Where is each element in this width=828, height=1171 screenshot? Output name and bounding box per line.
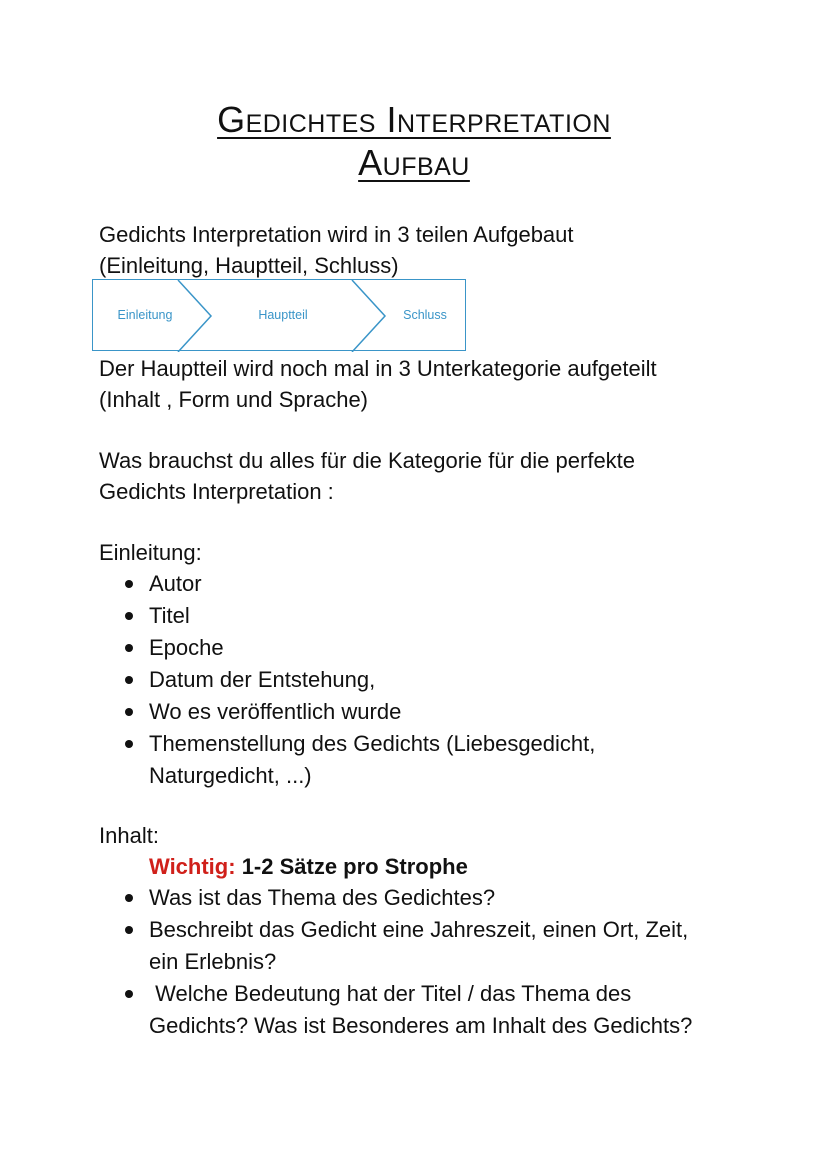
intro-line-2: (Einleitung, Hauptteil, Schluss) — [99, 253, 399, 278]
title-line-1: Gedichtes Interpretation — [217, 99, 611, 140]
flow-step-einleitung: Einleitung — [117, 308, 173, 322]
einleitung-list — [122, 568, 595, 792]
bullet-icon — [125, 676, 133, 684]
bullet-icon — [125, 894, 133, 902]
list-item: Was ist das Thema des Gedichtes? — [122, 882, 692, 914]
einleitung-heading: Einleitung: — [99, 540, 202, 565]
list-item: Themenstellung des Gedichts (Liebesgedicht, Naturgedicht, ...) — [122, 728, 595, 792]
hauptteil-line-1: Der Hauptteil wird noch mal in 3 Unterkategorie aufgeteilt — [99, 356, 657, 381]
list-item: Wo es veröffentlich wurde — [122, 696, 595, 728]
inhalt-heading: Inhalt: — [99, 823, 159, 848]
flow-step-hauptteil: Hauptteil — [258, 308, 308, 322]
structure-flow-diagram — [92, 279, 466, 351]
list-item: Epoche — [122, 632, 595, 664]
bullet-icon — [125, 740, 133, 748]
flow-step-schluss: Schluss — [403, 308, 447, 322]
list-item: Beschreibt das Gedicht eine Jahreszeit, einen Ort, Zeit, ein Erlebnis? — [122, 914, 692, 978]
list-item: Titel — [122, 600, 595, 632]
bullet-icon — [125, 612, 133, 620]
list-item: Autor — [122, 568, 595, 600]
intro-line-1: Gedichts Interpretation wird in 3 teilen Aufgebaut — [99, 222, 574, 247]
question-line-2: Gedichts Interpretation : — [99, 479, 334, 504]
important-label: Wichtig: — [149, 854, 236, 879]
bullet-icon — [125, 580, 133, 588]
bullet-icon — [125, 990, 133, 998]
title-line-2: Aufbau — [358, 142, 470, 183]
important-note — [149, 851, 468, 882]
important-text: 1-2 Sätze pro Strophe — [241, 854, 468, 879]
list-item: Datum der Entstehung, — [122, 664, 595, 696]
inhalt-list — [122, 882, 692, 1042]
page-title — [0, 98, 828, 184]
list-item: Welche Bedeutung hat der Titel / das Thema des Gedichts? Was ist Besonderes am Inhalt des Gedichts? — [122, 978, 692, 1042]
bullet-icon — [125, 926, 133, 934]
bullet-icon — [125, 708, 133, 716]
question-line-1: Was brauchst du alles für die Kategorie für die perfekte — [99, 448, 636, 473]
hauptteil-line-2: (Inhalt , Form und Sprache) — [99, 387, 369, 412]
bullet-icon — [125, 644, 133, 652]
